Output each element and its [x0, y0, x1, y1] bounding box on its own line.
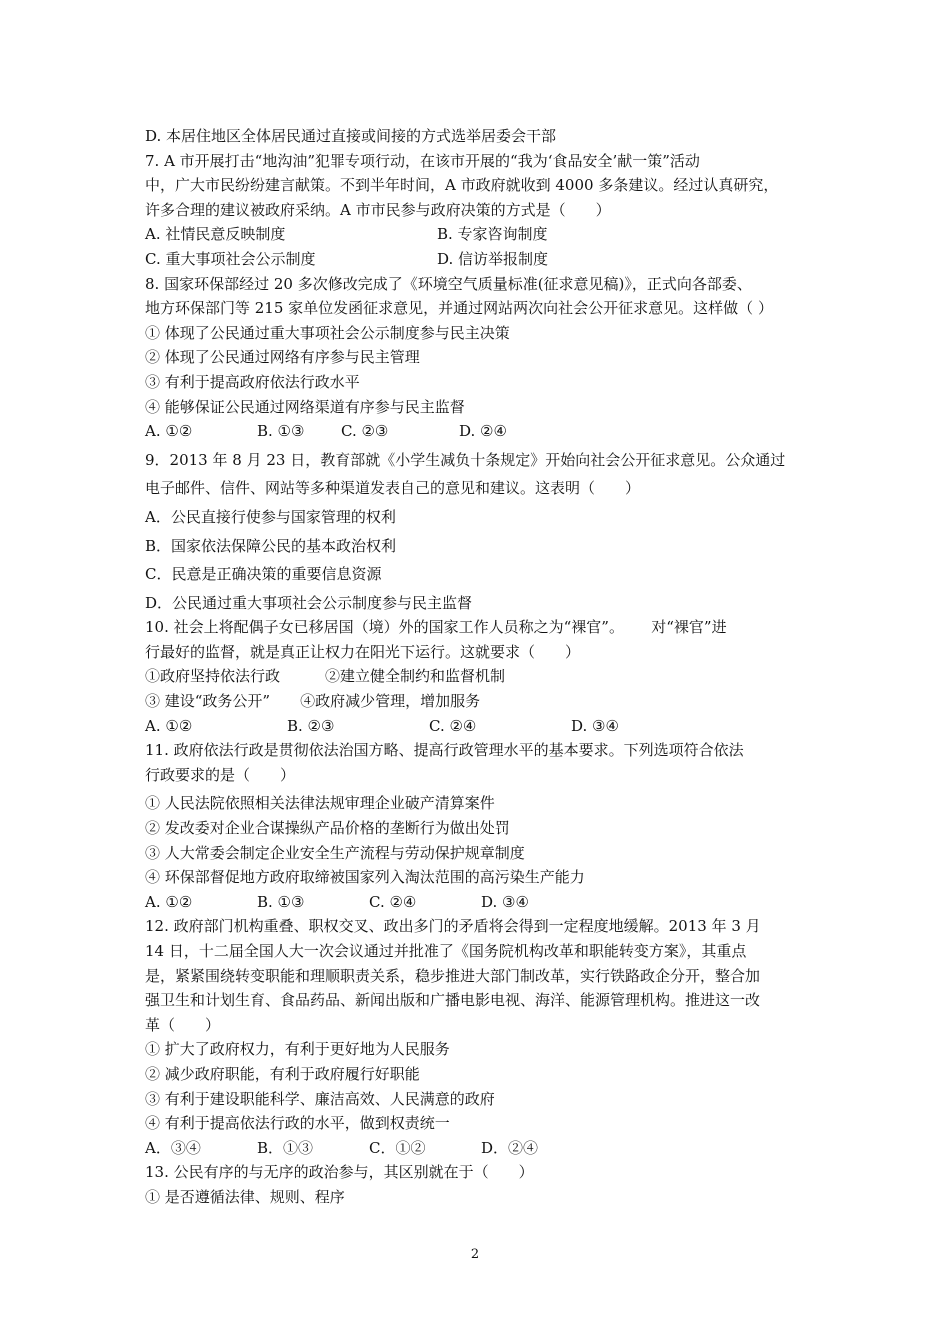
option-text: D. ③④ — [571, 716, 619, 735]
option-text: B. ①③ — [257, 422, 305, 441]
text-line: A．公民直接行使参与国家管理的权利 — [145, 507, 396, 526]
options-row — [145, 247, 815, 272]
option-text: D. ③④ — [481, 892, 529, 911]
option-text: A．③④ — [145, 1138, 201, 1157]
text-line: 革（ ） — [145, 1015, 221, 1034]
option-text: C. ②④ — [429, 716, 477, 735]
text-line: 14 日，十二届全国人大一次会议通过并批准了《国务院机构改革和职能转变方案》，其重点 — [145, 942, 747, 960]
text-line: 中，广大市民纷纷建言献策。不到半年时间，A 市政府就收到 4000 多条建议。经过认真研究， — [145, 176, 779, 195]
option-text: B. ②③ — [287, 716, 335, 735]
options-row — [145, 222, 815, 247]
options-row — [145, 890, 815, 915]
text-line: ② 发改委对企业合谋操纵产品价格的垄断行为做出处罚 — [145, 819, 510, 838]
option-text: A. 社情民意反映制度 — [145, 225, 286, 244]
option-text: D. ②④ — [459, 422, 507, 441]
page-number: 2 — [470, 1247, 480, 1262]
text-line: ① 人民法院依照相关法律法规审理企业破产清算案件 — [145, 794, 495, 813]
option-text: C．①② — [369, 1138, 426, 1157]
text-line: ④ 能够保证公民通过网络渠道有序参与民主监督 — [145, 397, 465, 416]
text-line: ③ 人大常委会制定企业安全生产流程与劳动保护规章制度 — [145, 843, 525, 862]
text-line: D. 本居住地区全体居民通过直接或间接的方式选举居委会干部 — [145, 127, 557, 145]
text-line: C．民意是正确决策的重要信息资源 — [145, 565, 382, 584]
text-line: 11. 政府依法行政是贯彻依法治国方略、提高行政管理水平的基本要求。下列选项符合依法 — [145, 741, 744, 760]
text-line: B．国家依法保障公民的基本政治权利 — [145, 536, 397, 555]
option-text: A. ①② — [145, 422, 193, 441]
text-line: 12. 政府部门机构重叠、职权交叉、政出多门的矛盾将会得到一定程度地缓解。2013 年 3 月 — [145, 917, 761, 936]
option-text: C. 重大事项社会公示制度 — [145, 249, 316, 268]
text-line: 8. 国家环保部经过 20 多次修改完成了《环境空气质量标准(征求意见稿)》，正式向各部委、 — [145, 274, 752, 293]
text-line: ③ 有利于建设职能科学、廉洁高效、人民满意的政府 — [145, 1089, 495, 1108]
text-line: 强卫生和计划生育、食品药品、新闻出版和广播电影电视、海洋、能源管理机构。推进这一改 — [145, 991, 761, 1010]
option-text: A. ①② — [145, 892, 193, 911]
text-line: ④ 环保部督促地方政府取缔被国家列入淘汰范围的高污染生产能力 — [145, 868, 585, 887]
text-line: ② 体现了公民通过网络有序参与民主管理 — [145, 348, 420, 367]
text-line: ①政府坚持依法行政 ②建立健全制约和监督机制 — [145, 667, 506, 686]
option-text: C. ②④ — [369, 892, 417, 911]
option-text: B. 专家咨询制度 — [437, 225, 548, 244]
text-line: 行最好的监督，就是真正让权力在阳光下运行。这就要求（ ） — [145, 642, 581, 661]
text-line: ① 体现了公民通过重大事项社会公示制度参与民主决策 — [145, 323, 510, 342]
text-line: 许多合理的建议被政府采纳。A 市市民参与政府决策的方式是（ ） — [145, 200, 611, 219]
text-line: 电子邮件、信件、网站等多种渠道发表自己的意见和建议。这表明（ ） — [145, 479, 641, 498]
options-row — [145, 1136, 815, 1161]
text-line: ① 扩大了政府权力，有利于更好地为人民服务 — [145, 1040, 450, 1059]
text-line: 9．2013 年 8 月 23 日，教育部就《小学生减负十条规定》开始向社会公开征求意见。公众通过 — [145, 450, 786, 469]
text-line: ② 减少政府职能，有利于政府履行好职能 — [145, 1064, 420, 1083]
option-text: C. ②③ — [341, 422, 389, 441]
option-text: D．②④ — [481, 1138, 539, 1157]
text-line: 10. 社会上将配偶子女已移居国（境）外的国家工作人员称之为“裸官”。 对“裸官”进 — [145, 618, 727, 637]
options-row — [145, 714, 815, 739]
option-text: A. ①② — [145, 716, 193, 735]
text-line: 是，紧紧围绕转变职能和理顺职责关系，稳步推进大部门制改革，实行铁路政企分开，整合加 — [145, 966, 761, 985]
option-text: D. 信访举报制度 — [437, 249, 549, 268]
option-text: B．①③ — [257, 1138, 314, 1157]
text-line: 7. A 市开展打击“地沟油”犯罪专项行动，在该市开展的“我为‘食品安全’献一策”活动 — [145, 151, 700, 170]
text-line: 地方环保部门等 215 家单位发函征求意见，并通过网站两次向社会公开征求意见。这样做（ ） — [145, 299, 773, 318]
text-line: ① 是否遵循法律、规则、程序 — [145, 1187, 345, 1206]
text-line: D．公民通过重大事项社会公示制度参与民主监督 — [145, 593, 473, 612]
text-line: ③ 有利于提高政府依法行政水平 — [145, 372, 360, 391]
text-line: ③ 建设“政务公开” ④政府减少管理，增加服务 — [145, 692, 481, 711]
text-line: 行政要求的是（ ） — [145, 765, 296, 784]
option-text: B. ①③ — [257, 892, 305, 911]
options-row — [145, 419, 815, 444]
page-content — [145, 124, 815, 1210]
text-line: 13. 公民有序的与无序的政治参与，其区别就在于（ ） — [145, 1163, 534, 1182]
text-line: ④ 有利于提高依法行政的水平，做到权责统一 — [145, 1114, 450, 1133]
